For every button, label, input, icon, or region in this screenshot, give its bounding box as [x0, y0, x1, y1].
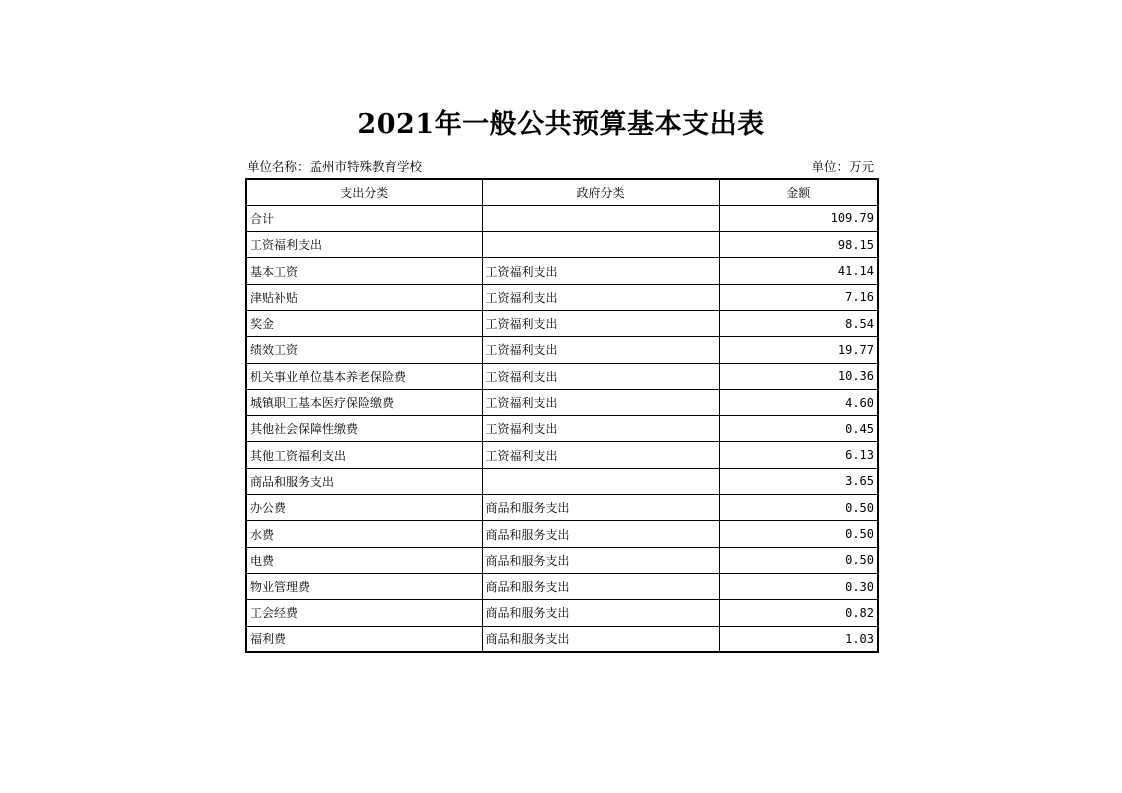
table-row [246, 626, 878, 652]
cell-gov-category: 商品和服务支出 [482, 495, 719, 521]
cell-gov-category: 商品和服务支出 [482, 600, 719, 626]
cell-amount: 0.50 [719, 495, 878, 521]
table-row [246, 337, 878, 363]
cell-gov-category: 工资福利支出 [482, 442, 719, 468]
cell-category: 水费 [246, 521, 482, 547]
cell-amount: 1.03 [719, 626, 878, 652]
cell-gov-category: 工资福利支出 [482, 389, 719, 415]
cell-gov-category: 商品和服务支出 [482, 547, 719, 573]
table-row [246, 284, 878, 310]
cell-category: 电费 [246, 547, 482, 573]
cell-gov-category: 商品和服务支出 [482, 521, 719, 547]
cell-category: 津贴补贴 [246, 284, 482, 310]
cell-amount: 0.50 [719, 521, 878, 547]
cell-amount: 10.36 [719, 363, 878, 389]
cell-category: 合计 [246, 205, 482, 231]
cell-gov-category: 工资福利支出 [482, 363, 719, 389]
cell-amount: 3.65 [719, 468, 878, 494]
cell-gov-category [482, 232, 719, 258]
cell-category: 其他工资福利支出 [246, 442, 482, 468]
cell-category: 机关事业单位基本养老保险费 [246, 363, 482, 389]
cell-category: 其他社会保障性缴费 [246, 416, 482, 442]
cell-category: 工资福利支出 [246, 232, 482, 258]
cell-gov-category: 工资福利支出 [482, 284, 719, 310]
cell-amount: 4.60 [719, 389, 878, 415]
cell-gov-category: 商品和服务支出 [482, 626, 719, 652]
page-title: 2021年一般公共预算基本支出表 [357, 109, 765, 140]
cell-gov-category: 工资福利支出 [482, 337, 719, 363]
cell-amount: 0.82 [719, 600, 878, 626]
cell-amount: 98.15 [719, 232, 878, 258]
cell-category: 办公费 [246, 495, 482, 521]
cell-amount: 0.50 [719, 547, 878, 573]
cell-category: 商品和服务支出 [246, 468, 482, 494]
cell-amount: 41.14 [719, 258, 878, 284]
cell-amount: 8.54 [719, 310, 878, 336]
column-header-gov: 政府分类 [482, 179, 719, 205]
cell-amount: 109.79 [719, 205, 878, 231]
column-header-amount: 金额 [719, 179, 878, 205]
table-body [246, 205, 878, 652]
table-row [246, 310, 878, 336]
cell-gov-category: 工资福利支出 [482, 416, 719, 442]
cell-amount: 6.13 [719, 442, 878, 468]
budget-table [245, 178, 879, 653]
cell-category: 基本工资 [246, 258, 482, 284]
table-row [246, 547, 878, 573]
table-row [246, 416, 878, 442]
unit-name: 单位名称：孟州市特殊教育学校 [247, 159, 423, 174]
cell-gov-category: 商品和服务支出 [482, 573, 719, 599]
cell-category: 工会经费 [246, 600, 482, 626]
cell-gov-category [482, 468, 719, 494]
cell-gov-category: 工资福利支出 [482, 258, 719, 284]
table-header-row [246, 179, 878, 205]
table-row [246, 205, 878, 231]
table-row [246, 468, 878, 494]
cell-category: 福利费 [246, 626, 482, 652]
cell-category: 物业管理费 [246, 573, 482, 599]
unit-label: 单位：万元 [811, 159, 874, 174]
cell-category: 城镇职工基本医疗保险缴费 [246, 389, 482, 415]
cell-amount: 19.77 [719, 337, 878, 363]
cell-amount: 0.45 [719, 416, 878, 442]
table-row [246, 521, 878, 547]
cell-category: 绩效工资 [246, 337, 482, 363]
cell-gov-category [482, 205, 719, 231]
cell-gov-category: 工资福利支出 [482, 310, 719, 336]
cell-amount: 0.30 [719, 573, 878, 599]
table-row [246, 495, 878, 521]
table-row [246, 600, 878, 626]
table-row [246, 363, 878, 389]
column-header-category: 支出分类 [246, 179, 482, 205]
table-row [246, 258, 878, 284]
table-row [246, 232, 878, 258]
cell-amount: 7.16 [719, 284, 878, 310]
table-row [246, 442, 878, 468]
cell-category: 奖金 [246, 310, 482, 336]
table-row [246, 573, 878, 599]
table-row [246, 389, 878, 415]
